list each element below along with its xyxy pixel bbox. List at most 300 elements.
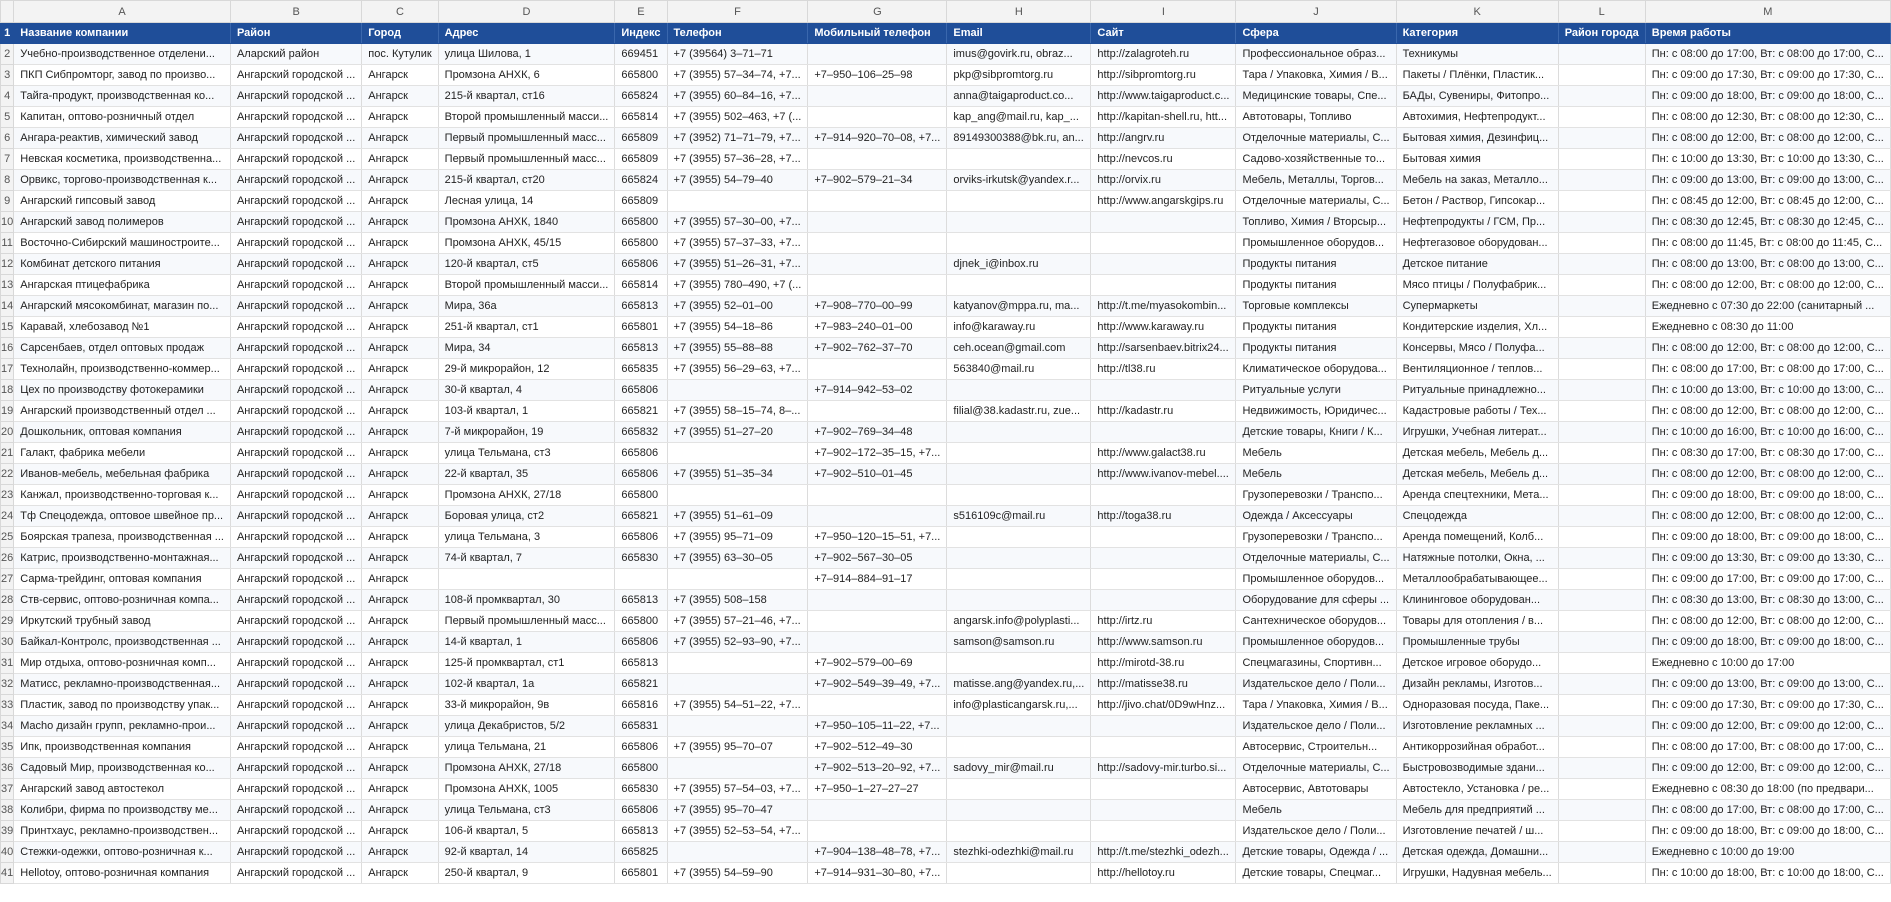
table-cell[interactable]: +7–908–770–00–99 xyxy=(808,296,947,317)
table-cell[interactable] xyxy=(667,842,808,863)
table-cell[interactable]: +7–902–512–49–30 xyxy=(808,737,947,758)
row-number[interactable]: 16 xyxy=(1,338,14,359)
table-cell[interactable]: 665800 xyxy=(615,611,667,632)
row-number[interactable]: 17 xyxy=(1,359,14,380)
row-number[interactable]: 38 xyxy=(1,800,14,821)
table-cell[interactable]: Ангарский городской ... xyxy=(230,821,361,842)
table-cell[interactable] xyxy=(808,275,947,296)
table-cell[interactable]: Ангарск xyxy=(362,233,438,254)
table-cell[interactable]: Техникумы xyxy=(1396,44,1558,65)
table-cell[interactable]: Каравай, хлебозавод №1 xyxy=(14,317,231,338)
table-cell[interactable]: 103-й квартал, 1 xyxy=(438,401,615,422)
table-cell[interactable]: Ангарск xyxy=(362,485,438,506)
table-cell[interactable]: Ежедневно с 10:00 до 17:00 xyxy=(1645,653,1890,674)
table-cell[interactable]: Пакеты / Плёнки, Пластик... xyxy=(1396,65,1558,86)
table-cell[interactable]: Промышленное оборудов... xyxy=(1236,632,1396,653)
table-cell[interactable]: http://mirotd-38.ru xyxy=(1091,653,1236,674)
table-cell[interactable]: +7 (3955) 780–490, +7 (... xyxy=(667,275,808,296)
table-cell[interactable] xyxy=(1558,275,1645,296)
table-cell[interactable]: улица Тельмана, ст3 xyxy=(438,443,615,464)
table-cell[interactable]: anna@taigaproduct.co... xyxy=(947,86,1091,107)
table-cell[interactable]: Пн: с 09:00 до 12:00, Вт: с 09:00 до 12:00, С... xyxy=(1645,758,1890,779)
table-cell[interactable]: Ангарск xyxy=(362,611,438,632)
table-cell[interactable] xyxy=(808,44,947,65)
table-cell[interactable]: Пн: с 08:00 до 12:30, Вт: с 08:00 до 12:30, С... xyxy=(1645,107,1890,128)
table-cell[interactable]: http://tl38.ru xyxy=(1091,359,1236,380)
table-cell[interactable] xyxy=(1091,779,1236,800)
table-cell[interactable] xyxy=(1091,254,1236,275)
table-cell[interactable]: Ангарский городской ... xyxy=(230,338,361,359)
table-cell[interactable]: +7 (3955) 55–88–88 xyxy=(667,338,808,359)
table-cell[interactable]: 250-й квартал, 9 xyxy=(438,863,615,884)
table-cell[interactable]: Продукты питания xyxy=(1236,254,1396,275)
table-cell[interactable] xyxy=(1558,443,1645,464)
table-cell[interactable]: Ангарский городской ... xyxy=(230,569,361,590)
column-header-j[interactable]: J xyxy=(1236,1,1396,23)
table-cell[interactable] xyxy=(1558,695,1645,716)
table-cell[interactable]: Ангарский городской ... xyxy=(230,779,361,800)
table-cell[interactable]: +7–902–579–21–34 xyxy=(808,170,947,191)
table-cell[interactable] xyxy=(1558,44,1645,65)
table-cell[interactable]: +7–902–172–35–15, +7... xyxy=(808,443,947,464)
row-number[interactable]: 25 xyxy=(1,527,14,548)
table-cell[interactable] xyxy=(1558,149,1645,170)
table-cell[interactable]: Ангарский мясокомбинат, магазин по... xyxy=(14,296,231,317)
table-cell[interactable]: 665800 xyxy=(615,758,667,779)
column-header-b[interactable]: B xyxy=(230,1,361,23)
table-cell[interactable]: +7–902–549–39–49, +7... xyxy=(808,674,947,695)
table-cell[interactable]: +7 (3955) 58–15–74, 8–... xyxy=(667,401,808,422)
table-cell[interactable]: Пн: с 08:00 до 12:00, Вт: с 08:00 до 12:00, С... xyxy=(1645,401,1890,422)
table-cell[interactable]: Канжал, производственно-торговая к... xyxy=(14,485,231,506)
table-cell[interactable]: Ангарск xyxy=(362,674,438,695)
table-cell[interactable]: Продукты питания xyxy=(1236,338,1396,359)
row-number[interactable]: 21 xyxy=(1,443,14,464)
column-header-i[interactable]: I xyxy=(1091,1,1236,23)
table-cell[interactable]: Издательское дело / Поли... xyxy=(1236,821,1396,842)
table-cell[interactable] xyxy=(808,233,947,254)
table-cell[interactable]: +7 (3955) 95–70–07 xyxy=(667,737,808,758)
table-cell[interactable] xyxy=(1091,569,1236,590)
table-cell[interactable]: Macho дизайн групп, рекламно-прои... xyxy=(14,716,231,737)
table-cell[interactable]: +7 (3955) 95–70–47 xyxy=(667,800,808,821)
table-cell[interactable]: Ангарск xyxy=(362,275,438,296)
table-cell[interactable] xyxy=(1558,65,1645,86)
table-cell[interactable]: matisse.ang@yandex.ru,... xyxy=(947,674,1091,695)
table-cell[interactable]: Аренда помещений, Колб... xyxy=(1396,527,1558,548)
table-cell[interactable]: Вентиляционное / теплов... xyxy=(1396,359,1558,380)
table-cell[interactable]: Ангарск xyxy=(362,737,438,758)
column-header-d[interactable]: D xyxy=(438,1,615,23)
header-cell[interactable]: Категория xyxy=(1396,23,1558,44)
table-cell[interactable]: Ангарский городской ... xyxy=(230,359,361,380)
table-cell[interactable] xyxy=(808,401,947,422)
table-cell[interactable] xyxy=(947,716,1091,737)
table-cell[interactable]: Ангарск xyxy=(362,653,438,674)
table-cell[interactable] xyxy=(1091,737,1236,758)
table-cell[interactable] xyxy=(1558,359,1645,380)
table-cell[interactable]: Ангарский городской ... xyxy=(230,716,361,737)
table-cell[interactable] xyxy=(1558,569,1645,590)
table-cell[interactable] xyxy=(615,569,667,590)
table-cell[interactable]: http://irtz.ru xyxy=(1091,611,1236,632)
table-cell[interactable]: 665806 xyxy=(615,443,667,464)
table-cell[interactable]: 669451 xyxy=(615,44,667,65)
table-cell[interactable]: Ритуальные принадлежно... xyxy=(1396,380,1558,401)
table-cell[interactable]: Изготовление печатей / ш... xyxy=(1396,821,1558,842)
table-cell[interactable]: 7-й микрорайон, 19 xyxy=(438,422,615,443)
table-cell[interactable]: +7 (3955) 63–30–05 xyxy=(667,548,808,569)
table-cell[interactable]: Ангарский городской ... xyxy=(230,317,361,338)
table-cell[interactable]: +7–902–567–30–05 xyxy=(808,548,947,569)
table-cell[interactable] xyxy=(1091,233,1236,254)
table-cell[interactable] xyxy=(667,758,808,779)
row-number[interactable]: 13 xyxy=(1,275,14,296)
table-cell[interactable]: Пн: с 09:00 до 13:00, Вт: с 09:00 до 13:00, С... xyxy=(1645,674,1890,695)
table-cell[interactable] xyxy=(808,611,947,632)
table-cell[interactable]: Пн: с 09:00 до 13:00, Вт: с 09:00 до 13:00, С... xyxy=(1645,170,1890,191)
header-cell[interactable]: Район xyxy=(230,23,361,44)
table-cell[interactable]: Ангарск xyxy=(362,149,438,170)
table-cell[interactable]: +7 (3952) 71–71–79, +7... xyxy=(667,128,808,149)
header-cell[interactable]: Город xyxy=(362,23,438,44)
table-cell[interactable]: Товары для отопления / в... xyxy=(1396,611,1558,632)
table-cell[interactable]: Ангарский городской ... xyxy=(230,590,361,611)
table-cell[interactable]: +7 (39564) 3–71–71 xyxy=(667,44,808,65)
table-cell[interactable]: Пн: с 08:30 до 12:45, Вт: с 08:30 до 12:45, С... xyxy=(1645,212,1890,233)
table-cell[interactable]: Ангарский городской ... xyxy=(230,800,361,821)
table-cell[interactable]: Промышленные трубы xyxy=(1396,632,1558,653)
table-cell[interactable]: http://orvix.ru xyxy=(1091,170,1236,191)
table-cell[interactable]: 29-й микрорайон, 12 xyxy=(438,359,615,380)
table-cell[interactable]: Иркутский трубный завод xyxy=(14,611,231,632)
table-cell[interactable]: Ангарск xyxy=(362,359,438,380)
table-cell[interactable]: Мебель на заказ, Металло... xyxy=(1396,170,1558,191)
table-cell[interactable] xyxy=(1558,233,1645,254)
table-cell[interactable]: Нефтегазовое оборудован... xyxy=(1396,233,1558,254)
table-cell[interactable]: Игрушки, Надувная мебель... xyxy=(1396,863,1558,884)
table-cell[interactable]: Ангарский городской ... xyxy=(230,737,361,758)
table-cell[interactable]: Пн: с 08:00 до 11:45, Вт: с 08:00 до 11:45, С... xyxy=(1645,233,1890,254)
table-cell[interactable]: +7–914–884–91–17 xyxy=(808,569,947,590)
table-cell[interactable] xyxy=(1091,212,1236,233)
table-cell[interactable]: 215-й квартал, ст16 xyxy=(438,86,615,107)
table-cell[interactable] xyxy=(1091,821,1236,842)
row-number[interactable]: 29 xyxy=(1,611,14,632)
table-cell[interactable]: Детское питание xyxy=(1396,254,1558,275)
table-cell[interactable]: Автосервис, Строительн... xyxy=(1236,737,1396,758)
table-cell[interactable]: djnek_i@inbox.ru xyxy=(947,254,1091,275)
table-cell[interactable]: Ангарский городской ... xyxy=(230,485,361,506)
table-cell[interactable] xyxy=(1091,800,1236,821)
table-cell[interactable] xyxy=(1558,758,1645,779)
table-cell[interactable]: 665813 xyxy=(615,296,667,317)
table-cell[interactable]: Ангарский городской ... xyxy=(230,86,361,107)
table-cell[interactable]: 215-й квартал, ст20 xyxy=(438,170,615,191)
table-cell[interactable]: Боярская трапеза, производственная ... xyxy=(14,527,231,548)
column-header-k[interactable]: K xyxy=(1396,1,1558,23)
table-cell[interactable] xyxy=(808,632,947,653)
table-cell[interactable]: Ангарский городской ... xyxy=(230,422,361,443)
table-cell[interactable]: Ангарск xyxy=(362,191,438,212)
table-cell[interactable]: Пн: с 08:45 до 12:00, Вт: с 08:45 до 12:00, С... xyxy=(1645,191,1890,212)
table-cell[interactable]: Ангарск xyxy=(362,254,438,275)
table-cell[interactable] xyxy=(947,422,1091,443)
table-cell[interactable]: imus@govirk.ru, obraz... xyxy=(947,44,1091,65)
table-cell[interactable]: 665821 xyxy=(615,674,667,695)
table-cell[interactable]: Ангарск xyxy=(362,632,438,653)
table-cell[interactable]: Пластик, завод по производству упак... xyxy=(14,695,231,716)
table-cell[interactable]: Изготовление рекламных ... xyxy=(1396,716,1558,737)
table-cell[interactable]: 665806 xyxy=(615,632,667,653)
table-cell[interactable]: Ангарск xyxy=(362,170,438,191)
table-cell[interactable]: Детские товары, Одежда / ... xyxy=(1236,842,1396,863)
table-cell[interactable]: 665809 xyxy=(615,149,667,170)
table-cell[interactable]: Ангарск xyxy=(362,464,438,485)
header-cell[interactable]: Мобильный телефон xyxy=(808,23,947,44)
table-cell[interactable]: 563840@mail.ru xyxy=(947,359,1091,380)
table-cell[interactable]: Промышленное оборудов... xyxy=(1236,233,1396,254)
table-cell[interactable]: Ств-сервис, оптово-розничная компа... xyxy=(14,590,231,611)
table-cell[interactable]: Консервы, Мясо / Полуфа... xyxy=(1396,338,1558,359)
table-cell[interactable]: Пн: с 08:00 до 17:00, Вт: с 08:00 до 17:00, С... xyxy=(1645,359,1890,380)
table-cell[interactable]: Ангарский городской ... xyxy=(230,611,361,632)
table-cell[interactable]: Технолайн, производственно-коммер... xyxy=(14,359,231,380)
table-cell[interactable]: улица Тельмана, 21 xyxy=(438,737,615,758)
table-cell[interactable]: Ангарск xyxy=(362,842,438,863)
table-cell[interactable]: Ежедневно с 07:30 до 22:00 (санитарный ... xyxy=(1645,296,1890,317)
table-cell[interactable]: улица Шилова, 1 xyxy=(438,44,615,65)
table-cell[interactable]: Продукты питания xyxy=(1236,275,1396,296)
row-number[interactable]: 28 xyxy=(1,590,14,611)
table-cell[interactable]: http://matisse38.ru xyxy=(1091,674,1236,695)
table-cell[interactable]: Мебель xyxy=(1236,800,1396,821)
table-cell[interactable]: 665824 xyxy=(615,86,667,107)
table-cell[interactable]: +7–902–762–37–70 xyxy=(808,338,947,359)
table-cell[interactable]: Детское игровое оборудо... xyxy=(1396,653,1558,674)
table-cell[interactable]: filial@38.kadastr.ru, zue... xyxy=(947,401,1091,422)
table-cell[interactable]: Аларский район xyxy=(230,44,361,65)
header-cell[interactable]: Название компании xyxy=(14,23,231,44)
table-cell[interactable]: Матисс, рекламно-производственная... xyxy=(14,674,231,695)
table-cell[interactable] xyxy=(438,569,615,590)
table-cell[interactable] xyxy=(947,653,1091,674)
table-cell[interactable]: Принтхаус, рекламно-производствен... xyxy=(14,821,231,842)
table-cell[interactable]: пос. Кутулик xyxy=(362,44,438,65)
column-header-l[interactable]: L xyxy=(1558,1,1645,23)
table-cell[interactable]: Промышленное оборудов... xyxy=(1236,569,1396,590)
table-cell[interactable]: Ангарский городской ... xyxy=(230,191,361,212)
table-cell[interactable] xyxy=(947,191,1091,212)
row-number[interactable]: 3 xyxy=(1,65,14,86)
table-cell[interactable]: samson@samson.ru xyxy=(947,632,1091,653)
table-cell[interactable]: Отделочные материалы, С... xyxy=(1236,548,1396,569)
table-cell[interactable]: ПКП Сибпромторг, завод по произво... xyxy=(14,65,231,86)
table-cell[interactable] xyxy=(808,506,947,527)
table-cell[interactable]: +7–902–579–00–69 xyxy=(808,653,947,674)
table-cell[interactable] xyxy=(667,653,808,674)
table-cell[interactable]: +7 (3955) 502–463, +7 (... xyxy=(667,107,808,128)
table-cell[interactable]: Пн: с 08:00 до 12:00, Вт: с 08:00 до 12:00, С... xyxy=(1645,611,1890,632)
table-cell[interactable]: Медицинские товары, Спе... xyxy=(1236,86,1396,107)
table-cell[interactable]: Пн: с 10:00 до 16:00, Вт: с 10:00 до 16:00, С... xyxy=(1645,422,1890,443)
table-cell[interactable]: Детская мебель, Мебель д... xyxy=(1396,443,1558,464)
table-cell[interactable] xyxy=(808,485,947,506)
table-cell[interactable]: http://hellotoy.ru xyxy=(1091,863,1236,884)
table-cell[interactable]: Отделочные материалы, С... xyxy=(1236,128,1396,149)
table-cell[interactable]: Кондитерские изделия, Хл... xyxy=(1396,317,1558,338)
table-cell[interactable] xyxy=(947,800,1091,821)
row-number[interactable]: 4 xyxy=(1,86,14,107)
table-cell[interactable] xyxy=(1091,485,1236,506)
table-cell[interactable]: +7 (3955) 51–35–34 xyxy=(667,464,808,485)
row-number[interactable]: 6 xyxy=(1,128,14,149)
table-cell[interactable]: +7 (3955) 60–84–16, +7... xyxy=(667,86,808,107)
table-cell[interactable]: Второй промышленный масси... xyxy=(438,107,615,128)
table-cell[interactable]: Ангарск xyxy=(362,65,438,86)
table-cell[interactable]: 33-й микрорайон, 9в xyxy=(438,695,615,716)
table-cell[interactable]: Детская одежда, Домашни... xyxy=(1396,842,1558,863)
table-cell[interactable]: Пн: с 10:00 до 13:30, Вт: с 10:00 до 13:30, С... xyxy=(1645,149,1890,170)
table-cell[interactable] xyxy=(808,800,947,821)
row-number[interactable]: 27 xyxy=(1,569,14,590)
table-cell[interactable]: 251-й квартал, ст1 xyxy=(438,317,615,338)
table-cell[interactable]: Учебно-производственное отделени... xyxy=(14,44,231,65)
table-cell[interactable]: 665806 xyxy=(615,380,667,401)
table-cell[interactable] xyxy=(1558,86,1645,107)
table-cell[interactable]: 665800 xyxy=(615,485,667,506)
table-cell[interactable] xyxy=(808,590,947,611)
table-cell[interactable] xyxy=(667,569,808,590)
table-cell[interactable]: Комбинат детского питания xyxy=(14,254,231,275)
table-cell[interactable]: Ангарский городской ... xyxy=(230,254,361,275)
table-cell[interactable]: info@karaway.ru xyxy=(947,317,1091,338)
table-cell[interactable] xyxy=(1558,800,1645,821)
table-cell[interactable]: Пн: с 08:00 до 12:00, Вт: с 08:00 до 12:00, С... xyxy=(1645,506,1890,527)
table-cell[interactable]: http://sarsenbaev.bitrix24... xyxy=(1091,338,1236,359)
table-cell[interactable]: angarsk.info@polyplasti... xyxy=(947,611,1091,632)
table-cell[interactable]: Пн: с 08:00 до 12:00, Вт: с 08:00 до 12:00, С... xyxy=(1645,128,1890,149)
row-number[interactable]: 2 xyxy=(1,44,14,65)
table-cell[interactable]: +7 (3955) 54–79–40 xyxy=(667,170,808,191)
table-cell[interactable] xyxy=(1558,128,1645,149)
table-cell[interactable] xyxy=(1558,338,1645,359)
table-cell[interactable]: 665813 xyxy=(615,338,667,359)
table-cell[interactable]: ceh.ocean@gmail.com xyxy=(947,338,1091,359)
table-cell[interactable]: Ангарск xyxy=(362,779,438,800)
table-cell[interactable]: Садовый Мир, производственная ко... xyxy=(14,758,231,779)
table-cell[interactable] xyxy=(1558,674,1645,695)
table-cell[interactable]: +7 (3955) 52–53–54, +7... xyxy=(667,821,808,842)
table-cell[interactable]: http://angrv.ru xyxy=(1091,128,1236,149)
table-cell[interactable]: +7 (3955) 57–21–46, +7... xyxy=(667,611,808,632)
table-cell[interactable]: 665832 xyxy=(615,422,667,443)
table-cell[interactable]: Оборудование для сферы ... xyxy=(1236,590,1396,611)
table-cell[interactable]: БАДы, Сувениры, Фитопро... xyxy=(1396,86,1558,107)
table-cell[interactable]: Ангарск xyxy=(362,758,438,779)
header-cell[interactable]: Индекс xyxy=(615,23,667,44)
table-cell[interactable]: sadovy_mir@mail.ru xyxy=(947,758,1091,779)
table-cell[interactable]: Кадастровые работы / Тех... xyxy=(1396,401,1558,422)
row-number[interactable]: 36 xyxy=(1,758,14,779)
table-cell[interactable] xyxy=(667,380,808,401)
table-cell[interactable]: 665821 xyxy=(615,506,667,527)
table-cell[interactable] xyxy=(1558,821,1645,842)
table-cell[interactable]: Сарма-трейдинг, оптовая компания xyxy=(14,569,231,590)
table-cell[interactable]: 665814 xyxy=(615,107,667,128)
table-cell[interactable] xyxy=(1558,380,1645,401)
table-cell[interactable] xyxy=(1558,548,1645,569)
table-cell[interactable]: 665813 xyxy=(615,653,667,674)
table-cell[interactable]: Ангарский городской ... xyxy=(230,695,361,716)
table-cell[interactable] xyxy=(808,212,947,233)
table-cell[interactable] xyxy=(1091,590,1236,611)
header-cell[interactable]: Телефон xyxy=(667,23,808,44)
table-cell[interactable]: Промзона АНХК, 27/18 xyxy=(438,485,615,506)
table-cell[interactable]: Первый промышленный масс... xyxy=(438,149,615,170)
table-cell[interactable]: Пн: с 09:00 до 17:00, Вт: с 09:00 до 17:00, С... xyxy=(1645,569,1890,590)
table-cell[interactable]: Ангарск xyxy=(362,695,438,716)
table-cell[interactable] xyxy=(667,485,808,506)
table-cell[interactable]: Ангарский городской ... xyxy=(230,170,361,191)
row-number[interactable]: 30 xyxy=(1,632,14,653)
table-cell[interactable]: +7 (3955) 57–54–03, +7... xyxy=(667,779,808,800)
table-cell[interactable]: info@plasticangarsk.ru,... xyxy=(947,695,1091,716)
header-cell[interactable]: Адрес xyxy=(438,23,615,44)
table-cell[interactable] xyxy=(1558,590,1645,611)
table-cell[interactable]: 22-й квартал, 35 xyxy=(438,464,615,485)
table-cell[interactable]: Сарсенбаев, отдел оптовых продаж xyxy=(14,338,231,359)
table-cell[interactable]: Ангарск xyxy=(362,590,438,611)
table-cell[interactable]: Климатическое оборудова... xyxy=(1236,359,1396,380)
header-cell[interactable]: Район города xyxy=(1558,23,1645,44)
table-cell[interactable] xyxy=(947,275,1091,296)
table-cell[interactable]: Ангарский производственный отдел ... xyxy=(14,401,231,422)
table-cell[interactable] xyxy=(1558,107,1645,128)
table-cell[interactable] xyxy=(947,779,1091,800)
table-cell[interactable]: Пн: с 08:00 до 17:00, Вт: с 08:00 до 17:00, С... xyxy=(1645,800,1890,821)
table-cell[interactable]: Пн: с 08:00 до 12:00, Вт: с 08:00 до 12:00, С... xyxy=(1645,464,1890,485)
table-cell[interactable]: Ангарский городской ... xyxy=(230,275,361,296)
table-cell[interactable]: Ангарск xyxy=(362,527,438,548)
table-cell[interactable] xyxy=(1558,716,1645,737)
table-cell[interactable]: Торговые комплексы xyxy=(1236,296,1396,317)
table-cell[interactable] xyxy=(1558,401,1645,422)
table-cell[interactable]: +7 (3955) 56–29–63, +7... xyxy=(667,359,808,380)
table-cell[interactable]: 665825 xyxy=(615,842,667,863)
row-number[interactable]: 9 xyxy=(1,191,14,212)
table-cell[interactable]: Стежки-одежки, оптово-розничная к... xyxy=(14,842,231,863)
table-cell[interactable]: 665806 xyxy=(615,800,667,821)
table-cell[interactable]: +7 (3955) 95–71–09 xyxy=(667,527,808,548)
row-number[interactable]: 26 xyxy=(1,548,14,569)
table-cell[interactable]: 665809 xyxy=(615,128,667,149)
table-cell[interactable] xyxy=(1558,506,1645,527)
table-cell[interactable]: Быстровозводимые здани... xyxy=(1396,758,1558,779)
table-cell[interactable]: Ежедневно с 08:30 до 11:00 xyxy=(1645,317,1890,338)
table-cell[interactable]: pkp@sibpromtorg.ru xyxy=(947,65,1091,86)
table-cell[interactable]: Второй промышленный масси... xyxy=(438,275,615,296)
row-number[interactable]: 18 xyxy=(1,380,14,401)
table-cell[interactable]: 665806 xyxy=(615,737,667,758)
table-cell[interactable] xyxy=(947,233,1091,254)
table-cell[interactable]: Пн: с 09:00 до 18:00, Вт: с 09:00 до 18:00, С... xyxy=(1645,86,1890,107)
table-cell[interactable]: Мебель, Металлы, Торгов... xyxy=(1236,170,1396,191)
table-cell[interactable] xyxy=(1558,842,1645,863)
table-cell[interactable]: Пн: с 09:00 до 18:00, Вт: с 09:00 до 18:00, С... xyxy=(1645,527,1890,548)
table-cell[interactable]: Пн: с 08:00 до 12:00, Вт: с 08:00 до 12:00, С... xyxy=(1645,338,1890,359)
table-cell[interactable] xyxy=(1558,191,1645,212)
